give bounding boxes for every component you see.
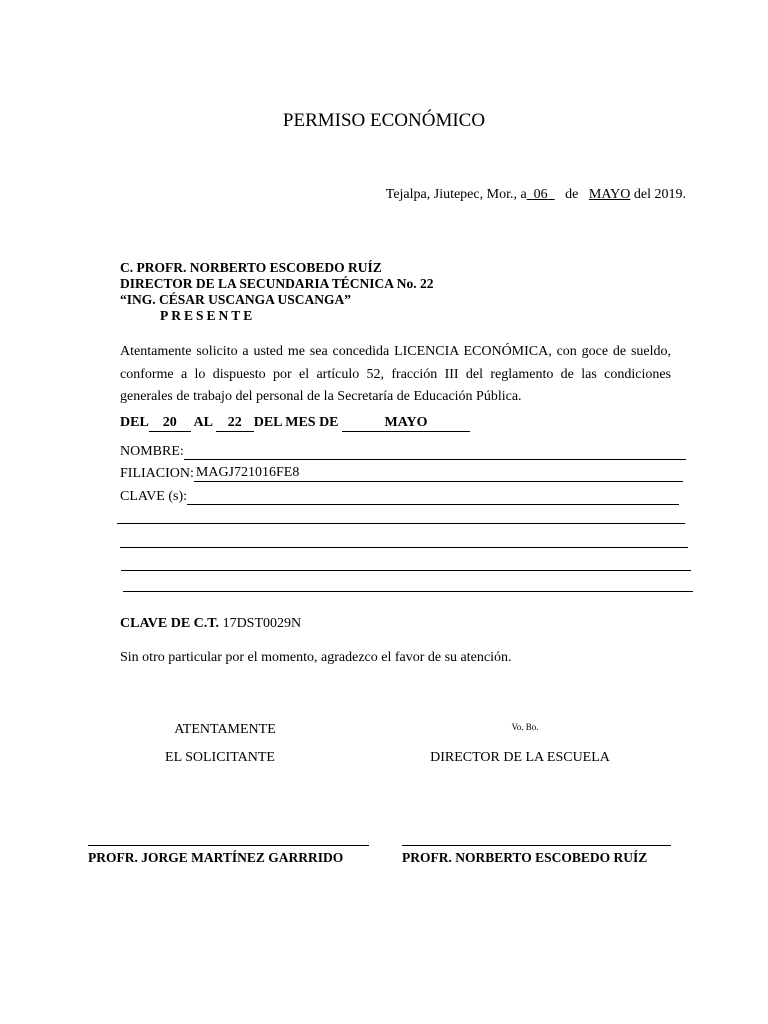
blank-line-1[interactable]: [117, 523, 685, 524]
director-label: DIRECTOR DE LA ESCUELA: [430, 750, 610, 765]
clave-ct-value: 17DST0029N: [222, 616, 302, 631]
vobo-label: Vo. Bo.: [511, 722, 539, 732]
addressee-title: DIRECTOR DE LA SECUNDARIA TÉCNICA No. 22: [120, 276, 434, 291]
closing-text: Sin otro particular por el momento, agradezco el favor de su atención.: [120, 650, 512, 665]
clave-field[interactable]: [187, 488, 679, 505]
signature-line-right[interactable]: [402, 845, 671, 846]
mes-label: DEL MES DE: [253, 415, 339, 430]
school-name: “ING. CÉSAR USCANGA USCANGA”: [120, 292, 352, 307]
date-year: del 2019.: [633, 187, 686, 202]
atentamente-label: ATENTAMENTE: [174, 722, 276, 737]
nombre-row: [120, 443, 686, 460]
blank-line-3[interactable]: [121, 570, 691, 571]
signature-line-left[interactable]: [88, 845, 369, 846]
place-prefix: Tejalpa, Jiutepec, Mor., a: [385, 187, 527, 202]
addressee-block: [120, 260, 433, 324]
from-day-field[interactable]: 20: [149, 415, 191, 432]
blank-line-2[interactable]: [120, 547, 688, 548]
month-field[interactable]: MAYO: [342, 415, 470, 432]
nombre-label: NOMBRE:: [120, 444, 184, 459]
clave-row: [120, 488, 679, 505]
place-date: [386, 187, 686, 203]
del-label: DEL: [120, 415, 149, 430]
date-day: 06: [533, 187, 548, 202]
date-range: [120, 415, 470, 432]
solicitante-name: PROFR. JORGE MARTÍNEZ GARRRIDO: [88, 850, 344, 865]
clave-label: CLAVE (s):: [120, 489, 188, 504]
request-body: Atentamente solicito a usted me sea concedida LICENCIA ECONÓMICA, con goce de sueldo, conforme a lo dispuesto por el artículo 52, fracción III del reglamento de las condiciones generales de trabajo del personal de la Secretaría de Educación Pública.: [120, 344, 671, 404]
director-name: PROFR. NORBERTO ESCOBEDO RUÍZ: [402, 850, 648, 865]
filiacion-field[interactable]: MAGJ721016FE8: [194, 465, 683, 482]
solicitante-label: EL SOLICITANTE: [165, 750, 275, 765]
clave-ct-label: CLAVE DE C.T.: [120, 616, 220, 631]
date-de: de: [565, 187, 579, 202]
filiacion-row: [120, 465, 683, 482]
clave-ct: [120, 616, 301, 632]
al-label: AL: [193, 415, 213, 430]
date-month: MAYO: [588, 187, 631, 202]
blank-line-4[interactable]: [123, 591, 693, 592]
addressee-name: C. PROFR. NORBERTO ESCOBEDO RUÍZ: [120, 260, 382, 275]
to-day-field[interactable]: 22: [216, 415, 254, 432]
filiacion-label: FILIACION:: [120, 466, 194, 481]
document-title: PERMISO ECONÓMICO: [282, 110, 486, 131]
presente-label: PRESENTE: [160, 308, 256, 323]
nombre-field[interactable]: [184, 443, 686, 460]
